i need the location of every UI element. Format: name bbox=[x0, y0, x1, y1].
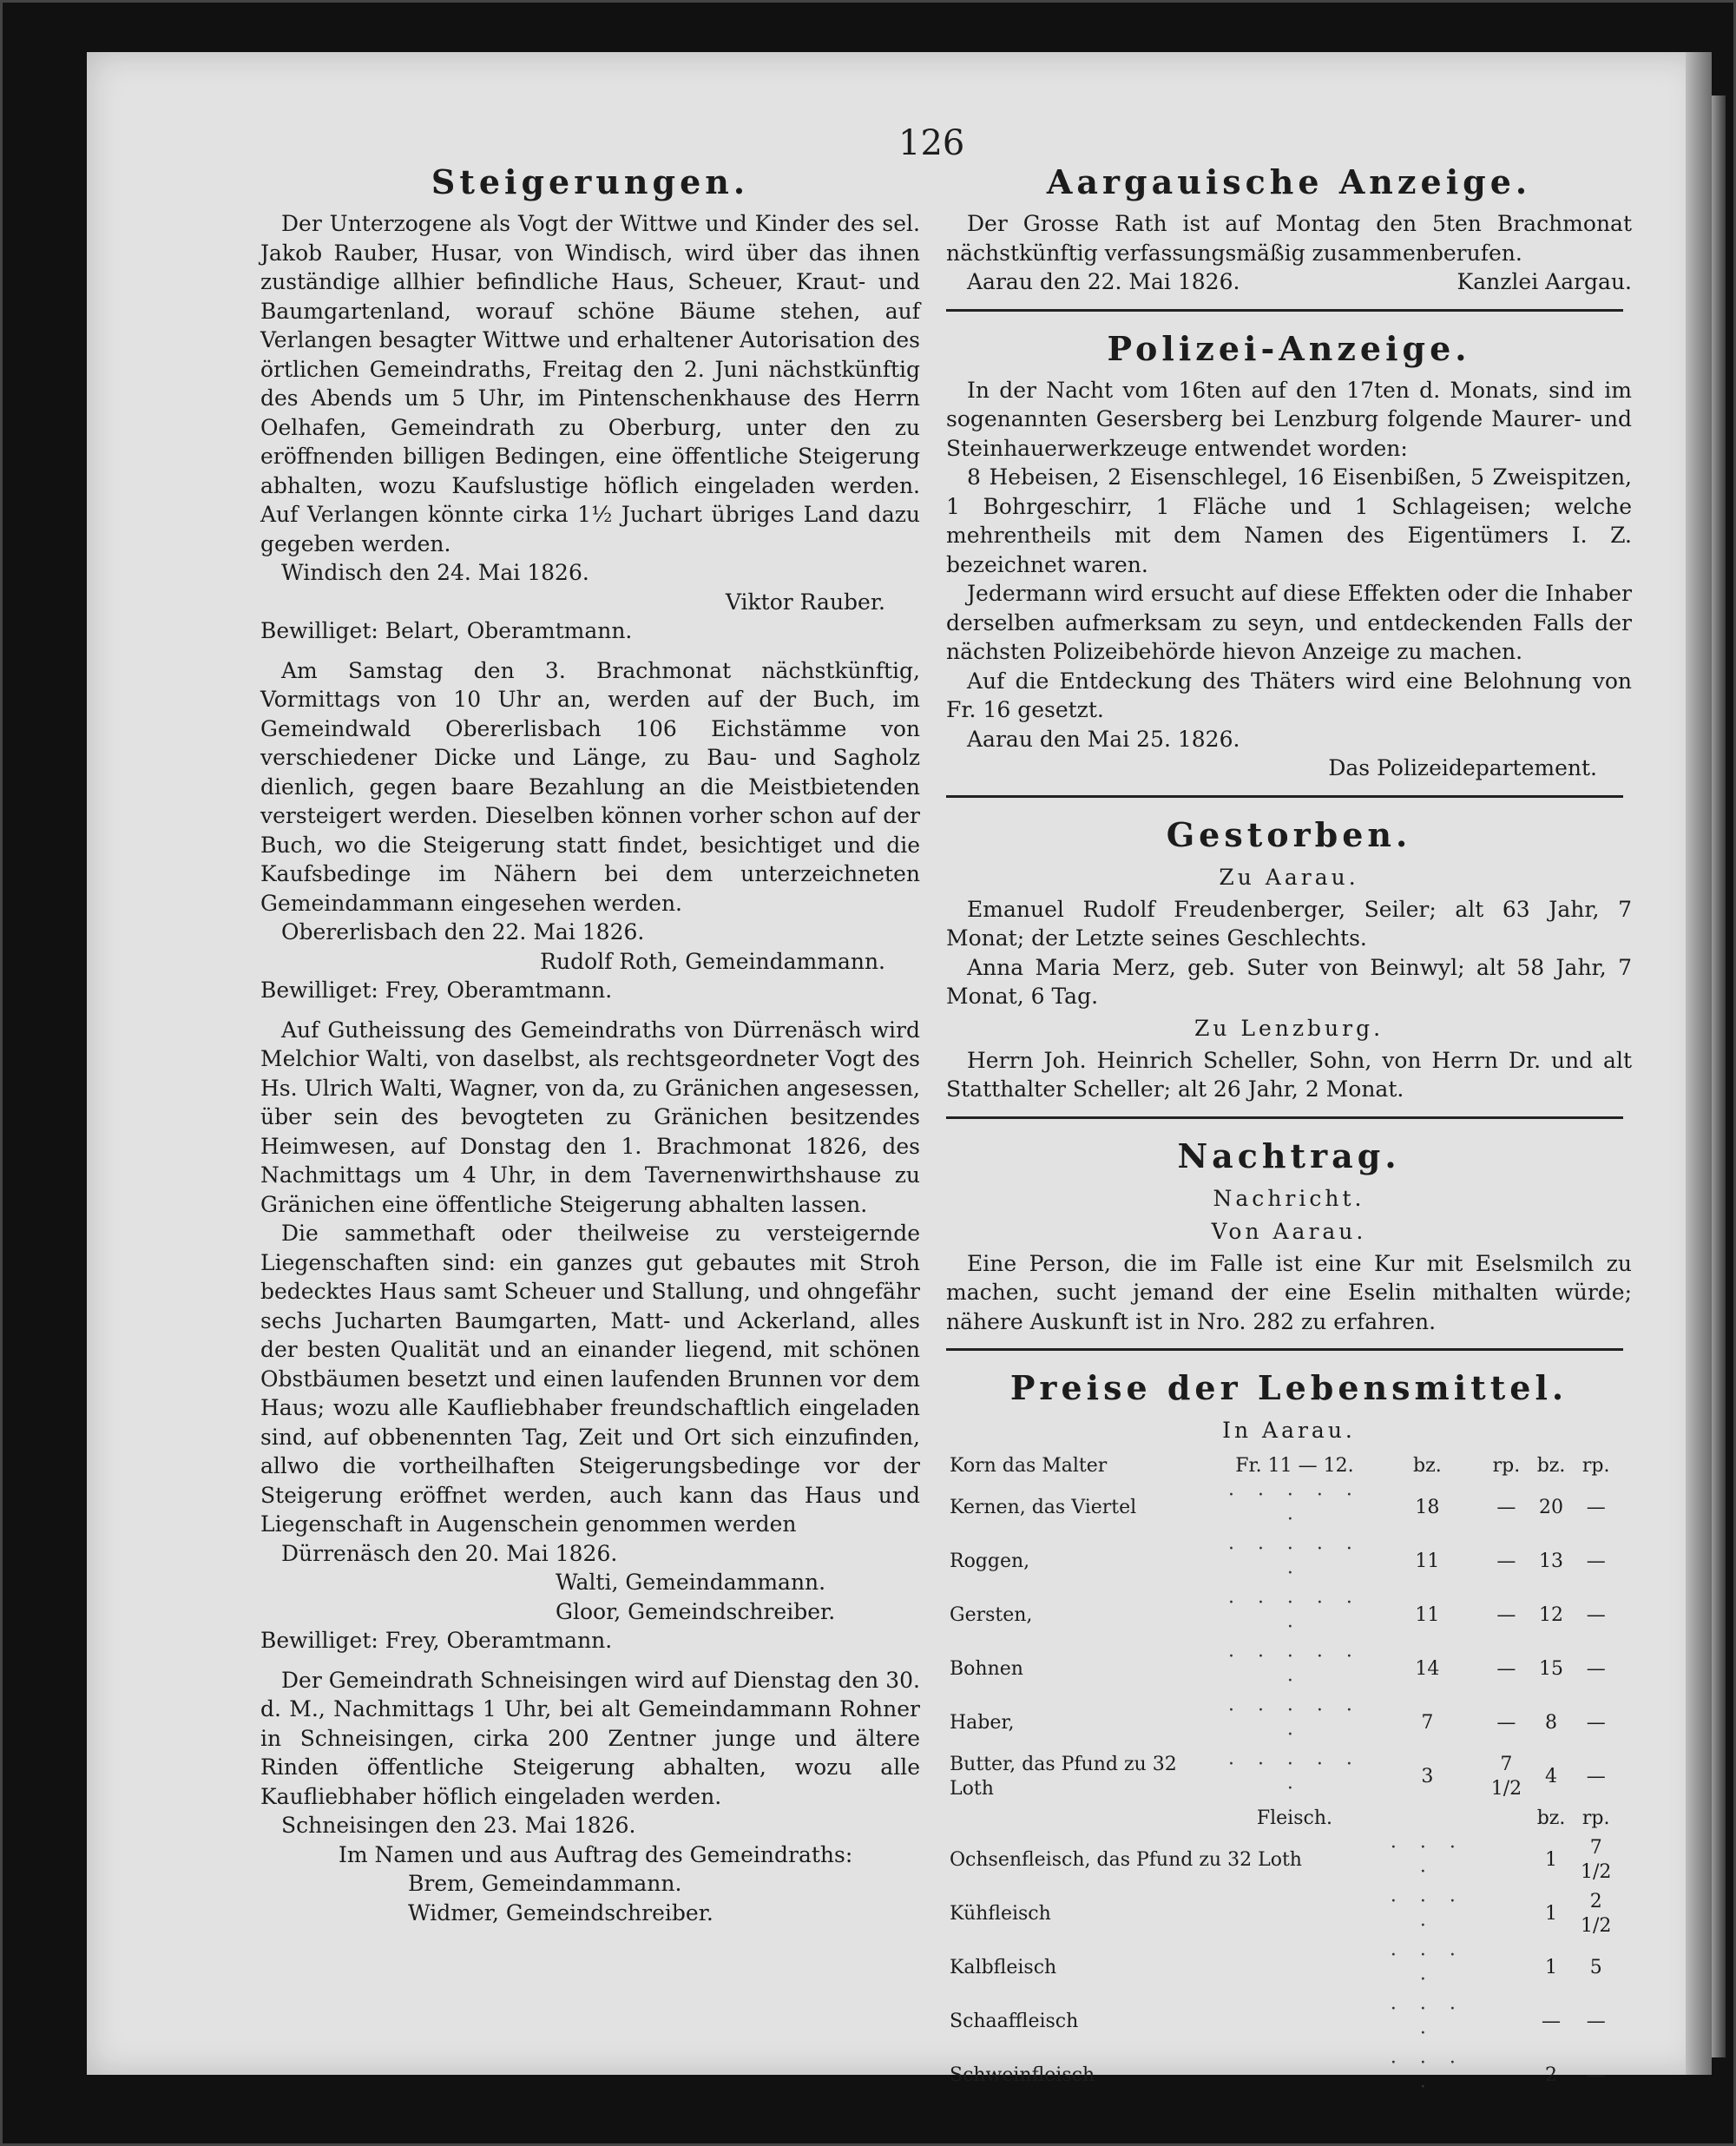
ad3-text1: Auf Gutheissung des Gemeindraths von Dürrenäsch wird Melchior Walti, von daselbst, als rechtsgeordneter Vogt des Hs. Ulrich Walti, Wagner, von da, zu Gränichen angesessen, über sein des bevogteten zu Gränichen besitzendes Heimwesen, auf Donstag den 1. Brachmonat 1826, des Nachmittags um 4 Uhr, in dem Tavernenwirthshause zu Gränichen eine öffentliche Steigerung abhalten lassen. bbox=[260, 1017, 920, 1217]
leader-dots: · · · · bbox=[1390, 1837, 1464, 1883]
price-cell: Kalbfleisch bbox=[950, 1957, 1057, 1978]
price-cell: — bbox=[1542, 2011, 1562, 2032]
price-header-cell: bz. bbox=[1536, 1455, 1566, 1477]
page-gutter-shadow bbox=[1686, 52, 1712, 2075]
price-cell: 5 bbox=[1589, 1957, 1602, 1978]
price-row bbox=[946, 1642, 1623, 1696]
ad2-place: Obererlisbach den 22. Mai 1826. bbox=[281, 919, 645, 945]
leader-dots: · · · · bbox=[1390, 1998, 1464, 2044]
leader-dots: · · · · · · bbox=[1227, 1754, 1361, 1800]
ad3-signature2: Gloor, Gemeindschreiber. bbox=[556, 1598, 836, 1624]
ad4-text: Der Gemeindrath Schneisingen wird auf Dienstag den 30. d. M., Nachmittags 1 Uhr, bei alt Gemeindammann Rohner in Schneisingen, cirka 200 Zentner junge und ältere Rinden öffentliche Steigerung abhalten, wozu alle Kaufliebhaber höflich eingeladen werden. bbox=[260, 1667, 920, 1809]
nachtrag-sub1: Nachricht. bbox=[1213, 1185, 1365, 1211]
leader-dots: · · · · · · bbox=[1227, 1484, 1361, 1531]
gestorben-entry1: Emanuel Rudolf Freudenberger, Seiler; alt 63 Jahr, 7 Monat; der Letzte seines Geschlechts. bbox=[946, 896, 1632, 951]
ad3-approved: Bewilliget: Frey, Oberamtmann. bbox=[260, 1628, 613, 1653]
ad4-place: Schneisingen den 23. Mai 1826. bbox=[281, 1813, 636, 1838]
price-cell: Roggen, bbox=[950, 1550, 1030, 1572]
page-edge bbox=[1712, 95, 1726, 2057]
price-cell: 11 bbox=[1415, 1604, 1440, 1626]
ad2-text: Am Samstag den 3. Brachmonat nächstkünftig, Vormittags von 10 Uhr an, werden auf der Buch, im Gemeindwald Obererlisbach 106 Eichstämme von verschiedener Dicke und Länge, zu Bau- und Sagholz dienlich, gegen baare Bezahlung an die Meistbietenden versteigert werden. Dieselben können vorher schon auf der Buch, wo die Steigerung statt findet, besichtiget und die Kaufsbedinge im Nähern bei dem unterzeichneten Gemeindammann eingesehen werden. bbox=[260, 657, 920, 916]
price-cell bbox=[946, 1804, 1213, 1833]
price-table bbox=[946, 1452, 1623, 2103]
ad1-signature: Viktor Rauber. bbox=[725, 589, 885, 615]
price-cell: 11 bbox=[1415, 1550, 1440, 1572]
price-row bbox=[946, 1696, 1623, 1750]
price-cell bbox=[1479, 2049, 1534, 2103]
price-cell: — bbox=[1586, 2011, 1606, 2032]
price-cell: 8 bbox=[1545, 1712, 1558, 1734]
price-cell: 1 bbox=[1545, 1903, 1558, 1925]
price-row bbox=[946, 1589, 1623, 1642]
fleisch-row bbox=[946, 2049, 1623, 2103]
fleisch-row bbox=[946, 1995, 1623, 2049]
price-cell: Schaaffleisch bbox=[950, 2011, 1079, 2032]
ad1-approved: Bewilliget: Belart, Oberamtmann. bbox=[260, 618, 633, 643]
price-cell: 2 bbox=[1545, 2064, 1558, 2086]
price-cell: 4 bbox=[1545, 1766, 1558, 1787]
price-row bbox=[946, 1481, 1623, 1535]
section-rule bbox=[946, 1116, 1623, 1119]
price-cell: Gersten, bbox=[950, 1604, 1033, 1626]
heading-polizei-anzeige: Polizei-Anzeige. bbox=[1107, 328, 1471, 368]
price-header-cell: bz. bbox=[1536, 1807, 1566, 1829]
leader-dots: · · · · · · bbox=[1227, 1700, 1361, 1746]
price-cell bbox=[1479, 1833, 1534, 1887]
price-row bbox=[946, 1535, 1623, 1589]
frame-border-top bbox=[0, 0, 1736, 3]
price-header-cell: rp. bbox=[1581, 1455, 1610, 1477]
ad3-signature1: Walti, Gemeindammann. bbox=[556, 1570, 826, 1595]
heading-aargauische-anzeige: Aargauische Anzeige. bbox=[1046, 162, 1532, 201]
price-cell bbox=[1479, 1887, 1534, 1941]
price-cell: 7 1/2 bbox=[1580, 1837, 1612, 1883]
aargau-text: Der Grosse Rath ist auf Montag den 5ten Brachmonat nächstkünftig verfassungsmäßig zusammenberufen. bbox=[946, 211, 1632, 266]
price-cell: Butter, das Pfund zu 32 Loth bbox=[950, 1754, 1177, 1800]
left-column bbox=[260, 161, 920, 1927]
nachtrag-text: Eine Person, die im Falle ist eine Kur mit Eselsmilch zu machen, sucht jemand der eine Eselin mithalten würde; nähere Auskunft ist in Nro. 282 zu erfahren. bbox=[946, 1250, 1632, 1334]
price-cell bbox=[1479, 1941, 1534, 1995]
price-cell: — bbox=[1586, 1766, 1606, 1787]
leader-dots: · · · · · · bbox=[1227, 1538, 1361, 1584]
ad4-line2: Brem, Gemeindammann. bbox=[408, 1871, 682, 1896]
polizei-place: Aarau den Mai 25. 1826. bbox=[967, 726, 1240, 752]
aargau-place: Aarau den 22. Mai 1826. bbox=[967, 269, 1240, 294]
price-cell: — bbox=[1496, 1658, 1516, 1680]
price-cell: 7 1/2 bbox=[1490, 1754, 1522, 1800]
price-cell: 14 bbox=[1415, 1658, 1440, 1680]
ad4-line3: Widmer, Gemeindschreiber. bbox=[408, 1899, 713, 1925]
polizei-text4: Auf die Entdeckung des Thäters wird eine Belohnung von Fr. 16 gesetzt. bbox=[946, 668, 1632, 722]
heading-gestorben: Gestorben. bbox=[1166, 814, 1412, 854]
ad3-text2: Die sammethaft oder theilweise zu versteigernde Liegenschaften sind: ein ganzes gut gebautes mit Stroh bedecktes Haus samt Scheuer und Stallung, und ohngefähr sechs Jucharten Baumgarten, Matt- und Ackerland, alles der besten Qualität und an einander liegend, mit schönen Obstbäumen besetzt und einen laufenden Brunnen vor dem Haus; wozu alle Kaufliebhaber freundschaftlich eingeladen sind, auf obbenennten Tag, Zeit und Ort sich einzufinden, allwo die vortheilhaften Steigerungsbedinge vor der Steigerung eröffnet werden, auch kann das Haus und Liegenschaft in Augenschein genommen werden bbox=[260, 1221, 920, 1537]
price-cell bbox=[1376, 1804, 1480, 1833]
section-rule bbox=[946, 309, 1623, 312]
frame-border-left bbox=[0, 0, 3, 2146]
price-cell: Kernen, das Viertel bbox=[950, 1497, 1137, 1518]
leader-dots: · · · · bbox=[1390, 1945, 1464, 1991]
price-cell: — bbox=[1586, 1604, 1606, 1626]
price-cell: 2 1/2 bbox=[1580, 1891, 1612, 1937]
fleisch-header-row bbox=[946, 1804, 1623, 1833]
price-cell: — bbox=[1496, 1712, 1516, 1734]
leader-dots: · · · · · · bbox=[1227, 1646, 1361, 1692]
fleisch-label: Fleisch. bbox=[1256, 1807, 1332, 1829]
aargau-footer bbox=[946, 267, 1632, 297]
nachtrag-sub2: Von Aarau. bbox=[1211, 1218, 1367, 1244]
price-cell: Ochsenfleisch, das Pfund zu 32 Loth bbox=[950, 1849, 1302, 1871]
section-rule bbox=[946, 1348, 1623, 1351]
right-column bbox=[946, 161, 1632, 2103]
price-cell: — bbox=[1586, 1497, 1606, 1518]
polizei-text3: Jedermann wird ersucht auf diese Effekten oder die Inhaber derselben aufmerksam zu seyn, und entdeckenden Falls der nächsten Polizeibehörde hievon Anzeige zu machen. bbox=[946, 581, 1632, 664]
polizei-signature: Das Polizeidepartement. bbox=[1328, 755, 1597, 780]
price-cell: 1 bbox=[1545, 1849, 1558, 1871]
price-cell: 12 bbox=[1539, 1604, 1564, 1626]
price-cell: — bbox=[1586, 1712, 1606, 1734]
price-cell: 20 bbox=[1539, 1497, 1564, 1518]
price-cell: — bbox=[1586, 2064, 1606, 2086]
gestorben-sub-aarau: Zu Aarau. bbox=[1219, 864, 1359, 890]
price-cell: — bbox=[1496, 1497, 1516, 1518]
heading-preise: Preise der Lebensmittel. bbox=[1009, 1368, 1568, 1407]
polizei-text2: 8 Hebeisen, 2 Eisenschlegel, 16 Eisenbißen, 5 Zweispitzen, 1 Bohrgeschirr, 1 Fläche und 1 Schlageisen; welche mehrentheils mit dem Namen des Eigentümers I. Z. bezeichnet waren. bbox=[946, 464, 1632, 577]
price-cell: Haber, bbox=[950, 1712, 1015, 1734]
gestorben-entry3: Herrn Joh. Heinrich Scheller, Sohn, von Herrn Dr. und alt Statthalter Scheller; alt 26 Jahr, 2 Monat. bbox=[946, 1047, 1632, 1102]
leader-dots: · · · · bbox=[1390, 1891, 1464, 1937]
ad2-approved: Bewilliget: Frey, Oberamtmann. bbox=[260, 978, 613, 1003]
ad4-line1: Im Namen und aus Auftrag des Gemeindraths: bbox=[339, 1841, 853, 1867]
ad2-signature: Rudolf Roth, Gemeindammann. bbox=[540, 948, 885, 974]
price-header-cell: rp. bbox=[1581, 1807, 1610, 1829]
price-cell: — bbox=[1496, 1604, 1516, 1626]
price-cell bbox=[1479, 1995, 1534, 2049]
page-number: 126 bbox=[898, 123, 965, 163]
price-header-cell: bz. bbox=[1413, 1455, 1442, 1477]
price-row bbox=[946, 1750, 1623, 1804]
price-cell: Bohnen bbox=[950, 1658, 1023, 1680]
price-cell: Kühfleisch bbox=[950, 1903, 1051, 1925]
price-cell: Schweinfleisch bbox=[950, 2064, 1095, 2086]
heading-nachtrag: Nachtrag. bbox=[1177, 1136, 1401, 1175]
price-header-cell: Fr. 11 — 12. bbox=[1235, 1455, 1354, 1477]
leader-dots: · · · · bbox=[1390, 2052, 1464, 2098]
fleisch-row bbox=[946, 1887, 1623, 1941]
price-cell: 13 bbox=[1539, 1550, 1564, 1572]
heading-steigerungen: Steigerungen. bbox=[431, 162, 750, 201]
price-cell: 18 bbox=[1415, 1497, 1440, 1518]
fleisch-row bbox=[946, 1941, 1623, 1995]
price-cell: 3 bbox=[1421, 1766, 1434, 1787]
ad1-place: Windisch den 24. Mai 1826. bbox=[281, 560, 589, 585]
ad1-text: Der Unterzogene als Vogt der Wittwe und Kinder des sel. Jakob Rauber, Husar, von Windisch, wird über das ihnen zuständige allhier befindliche Haus, Scheuer, Kraut- und Baumgartenland, worauf schöne Bäume stehen, auf Verlangen besagter Wittwe und erhaltener Autorisation des örtlichen Gemeindraths, Freitag den 2. Juni nächstkünftig des Abends um 5 Uhr, im Pintenschenkhause des Herrn Oelhafen, Gemeindrath zu Oberburg, unter den zu eröffnenden billigen Bedingen, eine öffentliche Steigerung abhalten, wozu Kaufslustige höflich eingeladen werden. Auf Verlangen könnte cirka 1½ Juchart übriges Land dazu gegeben werden. bbox=[260, 211, 920, 556]
polizei-text1: In der Nacht vom 16ten auf den 17ten d. Monats, sind im sogenannten Gesersberg bei Lenzburg folgende Maurer- und Steinhauerwerkzeuge entwendet worden: bbox=[946, 377, 1632, 461]
price-cell: 15 bbox=[1539, 1658, 1564, 1680]
price-header-cell: Korn das Malter bbox=[950, 1455, 1108, 1477]
aargau-signature: Kanzlei Aargau. bbox=[1457, 269, 1632, 294]
price-header-row bbox=[946, 1452, 1623, 1481]
fleisch-row bbox=[946, 1833, 1623, 1887]
section-rule bbox=[946, 795, 1623, 798]
preise-sub: In Aarau. bbox=[1222, 1418, 1356, 1443]
gestorben-sub-lenzburg: Zu Lenzburg. bbox=[1194, 1015, 1384, 1041]
price-header-cell: rp. bbox=[1492, 1455, 1521, 1477]
ad3-place: Dürrenäsch den 20. Mai 1826. bbox=[281, 1540, 618, 1566]
price-cell: — bbox=[1496, 1550, 1516, 1572]
leader-dots: · · · · · · bbox=[1227, 1592, 1361, 1638]
gestorben-entry2: Anna Maria Merz, geb. Suter von Beinwyl; alt 58 Jahr, 7 Monat, 6 Tag. bbox=[946, 954, 1632, 1009]
price-cell: — bbox=[1586, 1658, 1606, 1680]
price-cell: 7 bbox=[1421, 1712, 1434, 1734]
price-cell: — bbox=[1586, 1550, 1606, 1572]
price-cell bbox=[1479, 1804, 1534, 1833]
price-cell: 1 bbox=[1545, 1957, 1558, 1978]
